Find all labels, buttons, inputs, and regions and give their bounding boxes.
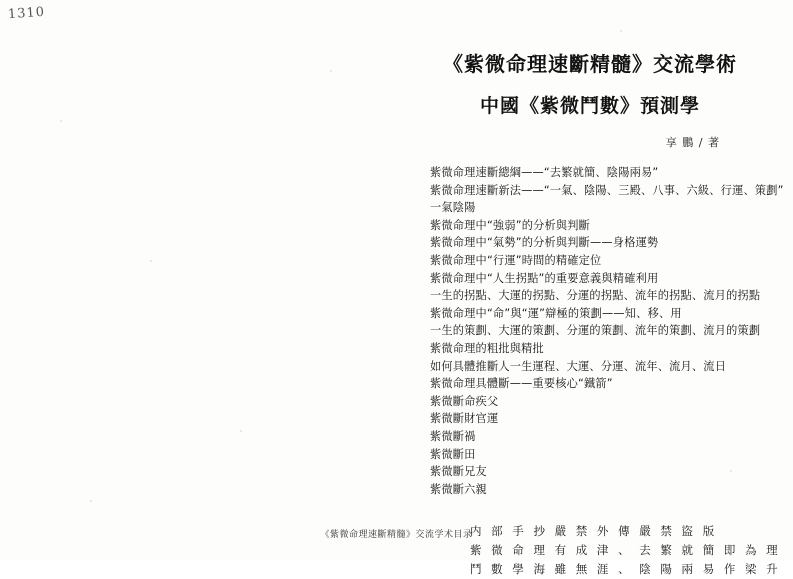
list-item: 紫微斷禍 xyxy=(430,429,476,443)
table-of-contents xyxy=(400,164,784,498)
scan-speckle xyxy=(330,70,332,72)
list-item: 紫微命理中“強弱”的分析與判斷 xyxy=(430,218,591,232)
page-title-secondary: 中國《紫微鬥數》預測學 xyxy=(479,95,700,117)
author-byline: 享 鵬 / 著 xyxy=(665,136,720,149)
list-item: 紫微命理中“人生拐點”的重要意義與精確利用 xyxy=(430,271,659,285)
list-item: 一生的拐點、大運的拐點、分運的拐點、流年的拐點、流月的拐點 xyxy=(430,289,761,303)
copyright-note-line: 内 部 手 抄 嚴 禁 外 傳 嚴 禁 盜 版 xyxy=(470,524,718,539)
list-item: 紫微命理的粗批與精批 xyxy=(430,341,544,355)
page-footer: 《紫微命理速斷精髓》交流学术目录 xyxy=(320,530,473,540)
scan-speckle xyxy=(620,30,622,32)
list-item: 紫微命理中“氣勢”的分析與判斷——身格運勢 xyxy=(430,236,659,250)
page-title-primary: 《紫微命理速斷精髓》交流學術 xyxy=(443,52,737,76)
scan-speckle xyxy=(90,500,92,502)
list-item: 紫微斷財官運 xyxy=(430,412,499,426)
list-item: 一氣陰陽 xyxy=(430,201,476,215)
handwritten-page-id: 1310 xyxy=(7,4,46,23)
page-content xyxy=(400,48,784,579)
scan-speckle xyxy=(150,260,152,262)
list-item: 紫微斷兄友 xyxy=(430,465,487,479)
list-item: 紫微命理中“行運”時間的精確定位 xyxy=(430,253,602,267)
scan-speckle xyxy=(60,120,62,122)
list-item: 如何具體推斷人一生運程、大運、分運、流年、流月、流日 xyxy=(430,359,727,373)
list-item: 紫微命理中“命”與“運”辯極的策劃——知、移、用 xyxy=(430,306,682,320)
list-item: 紫微命理速斷新法——“一氣、陰陽、三殿、八事、六級、行運、策劃” xyxy=(430,183,784,197)
list-item: 紫微斷命疾父 xyxy=(430,394,499,408)
list-item: 紫微斷田 xyxy=(430,447,476,461)
copyright-note-line: 鬥 數 學 海 雖 無 涯 、 陰 陽 兩 易 作 梁 升 xyxy=(470,562,781,577)
list-item: 一生的策劃、大運的策劃、分運的策劃、流年的策劃、流月的策劃 xyxy=(430,324,761,338)
copyright-note-line: 紫 微 命 理 有 成 津 、 去 繁 就 簡 即 為 理 xyxy=(470,543,781,558)
list-item: 紫微命理速斷總綱——“去繁就簡、陰陽兩易” xyxy=(430,166,659,179)
scan-speckle xyxy=(240,430,242,432)
title-block xyxy=(400,48,780,118)
list-item: 紫微斷六親 xyxy=(430,482,487,496)
list-item: 紫微命理具體斷——重要核心“鐵箭” xyxy=(430,377,613,391)
